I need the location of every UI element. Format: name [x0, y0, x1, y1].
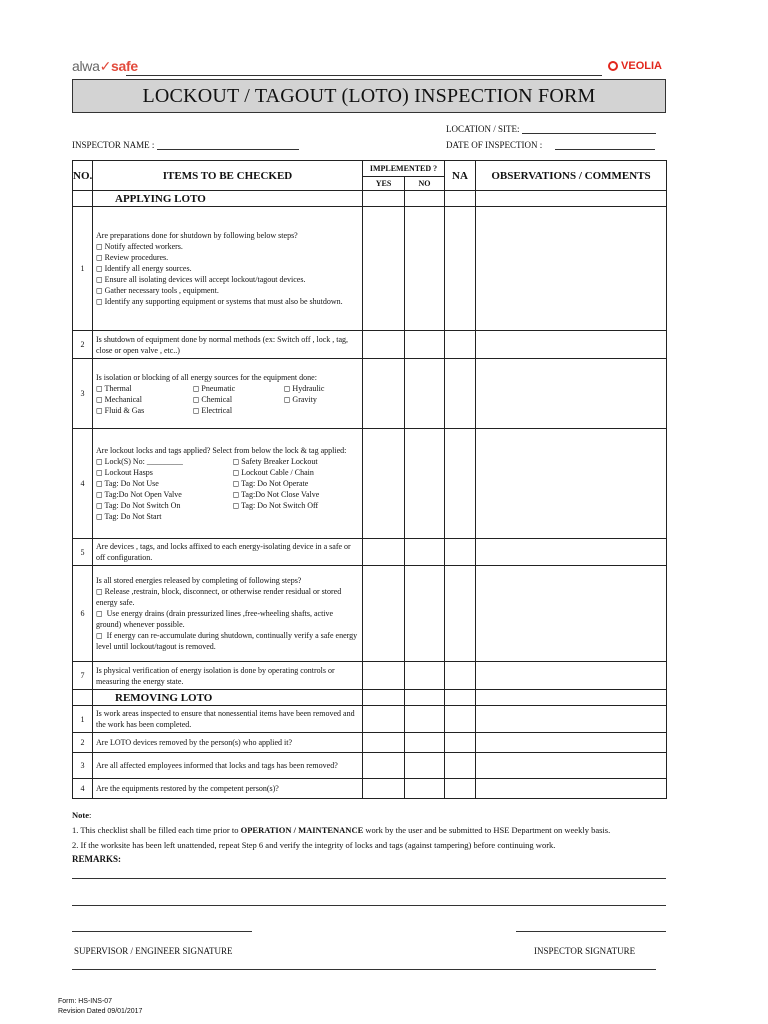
checkbox-option[interactable]: ◻ Gravity [283, 394, 317, 404]
item-text: Are the equipments restored by the competent person(s)? [93, 779, 363, 799]
applying-1-no-cell[interactable] [405, 207, 445, 331]
item-text [93, 359, 363, 429]
checkbox-option[interactable]: ◻ Electrical [192, 405, 233, 415]
item-text [93, 331, 363, 359]
applying-3-na-cell[interactable] [445, 359, 476, 429]
option-grid [96, 383, 359, 416]
item-line: ◻ Notify affected workers. [96, 242, 183, 251]
item-number: 2 [73, 331, 93, 359]
applying-2-comment-cell[interactable] [476, 331, 667, 359]
table-row [73, 539, 667, 566]
removing-2-na-cell[interactable] [445, 733, 476, 753]
applying-7-yes-cell[interactable] [363, 662, 405, 690]
checkbox-option[interactable]: ◻ Tag: Do Not Switch Off [232, 501, 319, 510]
applying-4-yes-cell[interactable] [363, 429, 405, 539]
removing-1-yes-cell[interactable] [363, 706, 405, 733]
table-row [73, 331, 667, 359]
location-field[interactable]: LOCATION / SITE: [446, 124, 656, 134]
applying-5-yes-cell[interactable] [363, 539, 405, 566]
applying-5-no-cell[interactable] [405, 539, 445, 566]
removing-3-yes-cell[interactable] [363, 753, 405, 779]
applying-7-na-cell[interactable] [445, 662, 476, 690]
item-number: 3 [73, 753, 93, 779]
removing-4-na-cell[interactable] [445, 779, 476, 799]
applying-5-comment-cell[interactable] [476, 539, 667, 566]
item-number: 1 [73, 207, 93, 331]
applying-6-comment-cell[interactable] [476, 566, 667, 662]
col-observations-header: OBSERVATIONS / COMMENTS [476, 161, 667, 191]
checkbox-option[interactable]: ◻ Fluid & Gas [96, 405, 145, 415]
applying-2-yes-cell[interactable] [363, 331, 405, 359]
table-row [73, 429, 667, 539]
col-implemented-header: IMPLEMENTED ? [363, 161, 445, 177]
table-row [73, 566, 667, 662]
applying-4-no-cell[interactable] [405, 429, 445, 539]
removing-2-no-cell[interactable] [405, 733, 445, 753]
check-icon: ✓ [99, 58, 112, 74]
item-line: Are devices , tags, and locks affixed to each energy-isolating device in a safe or off configuration. [96, 542, 353, 562]
note-1: 1. This checklist shall be filled each time prior to OPERATION / MAINTENANCE work by the user and be submitted to HSE Department on weekly basis. [72, 825, 611, 835]
supervisor-signature-line[interactable] [72, 931, 252, 932]
applying-2-no-cell[interactable] [405, 331, 445, 359]
item-number: 7 [73, 662, 93, 690]
item-line: ◻ Identify any supporting equipment or systems that must also be shutdown. [96, 297, 343, 306]
item-number: 1 [73, 706, 93, 733]
item-line: ◻ Review procedures. [96, 253, 169, 262]
veolia-mark-icon [608, 61, 618, 71]
applying-4-comment-cell[interactable] [476, 429, 667, 539]
item-line: Is all stored energies released by completing of following steps? [96, 576, 302, 585]
inspector-name-input[interactable] [157, 140, 299, 150]
col-no-header: NO. [73, 161, 93, 191]
removing-3-na-cell[interactable] [445, 753, 476, 779]
checkbox-option[interactable]: ◻ Lockout Cable / Chain [232, 468, 314, 477]
item-text [93, 429, 363, 539]
item-line: ◻ Release ,restrain, block, disconnect, or otherwise render residual or stored energy safe. [96, 587, 344, 607]
notes: Note: 1. This checklist shall be filled each time prior to OPERATION / MAINTENANCE work by the user and be submitted to HSE Department on weekly basis. 2. If the worksite has been left unattended, repeat Step 6 and verify the integrity of locks and tags (against tampering) before continuing work. [72, 808, 672, 853]
item-text [93, 539, 363, 566]
notes-label: Note [72, 810, 89, 820]
item-line: Is isolation or blocking of all energy sources for the equipment done: [96, 372, 317, 382]
inspector-name-field[interactable]: INSPECTOR NAME : [72, 140, 299, 150]
applying-1-yes-cell[interactable] [363, 207, 405, 331]
item-line: ◻ Gather necessary tools , equipment. [96, 286, 219, 295]
table-row [73, 662, 667, 690]
removing-loto-section-row [73, 690, 667, 706]
item-number: 6 [73, 566, 93, 662]
applying-4-na-cell[interactable] [445, 429, 476, 539]
checkbox-option[interactable]: ◻ Tag: Do Not Switch On [96, 501, 181, 510]
date-field[interactable]: DATE OF INSPECTION : [446, 140, 655, 150]
item-text: Are LOTO devices removed by the person(s) who applied it? [93, 733, 363, 753]
removing-3-comment-cell[interactable] [476, 753, 667, 779]
applying-5-na-cell[interactable] [445, 539, 476, 566]
item-text [93, 566, 363, 662]
removing-2-yes-cell[interactable] [363, 733, 405, 753]
col-yes-header: YES [363, 177, 405, 191]
remarks-label: REMARKS: [72, 854, 122, 864]
checkbox-option[interactable] [233, 511, 359, 522]
remarks-line-2[interactable] [72, 905, 666, 906]
removing-4-no-cell[interactable] [405, 779, 445, 799]
applying-6-na-cell[interactable] [445, 566, 476, 662]
applying-1-na-cell[interactable] [445, 207, 476, 331]
item-number: 4 [73, 429, 93, 539]
applying-loto-section-row [73, 191, 667, 207]
veolia-logo: VEOLIA [608, 60, 662, 72]
checkbox-option[interactable]: ◻ Tag: Do Not Operate [232, 479, 309, 488]
applying-loto-section-title: APPLYING LOTO [93, 191, 363, 207]
removing-loto-section-title: REMOVING LOTO [93, 690, 363, 706]
applying-3-no-cell[interactable] [405, 359, 445, 429]
inspector-signature-line[interactable] [516, 931, 666, 932]
checkbox-option[interactable]: ◻ Hydraulic [283, 383, 325, 393]
item-text: Is work areas inspected to ensure that nonessential items have been removed and the work has been completed. [93, 706, 363, 733]
item-line: Is physical verification of energy isolation is done by operating controls or measuring the energy state. [96, 665, 337, 686]
table-row [73, 733, 667, 753]
item-line: Are lockout locks and tags applied? Select from below the lock & tag applied: [96, 446, 347, 455]
item-line: Are preparations done for shutdown by following below steps? [96, 231, 298, 240]
header-rule [126, 75, 602, 76]
location-input[interactable] [522, 124, 656, 134]
date-input[interactable] [555, 140, 655, 150]
table-row [73, 207, 667, 331]
applying-7-comment-cell[interactable] [476, 662, 667, 690]
applying-7-no-cell[interactable] [405, 662, 445, 690]
applying-3-yes-cell[interactable] [363, 359, 405, 429]
checkbox-option[interactable]: ◻ Chemical [192, 394, 233, 404]
item-line: ◻ Identify all energy sources. [96, 264, 192, 273]
supervisor-signature-label: SUPERVISOR / ENGINEER SIGNATURE [74, 946, 233, 956]
checkbox-option[interactable]: ◻ Tag:Do Not Open Valve [96, 490, 182, 499]
item-line: ◻ Use energy drains (drain pressurized lines ,free-wheeling shafts, active ground) whenever possible. [96, 609, 336, 629]
item-text [93, 662, 363, 690]
form-title: LOCKOUT / TAGOUT (LOTO) INSPECTION FORM [72, 79, 666, 113]
checkbox-option[interactable]: ◻ Tag: Do Not Start [96, 512, 162, 521]
removing-1-comment-cell[interactable] [476, 706, 667, 733]
remarks-line-1[interactable] [72, 878, 666, 879]
item-line: ◻ If energy can re-accumulate during shutdown, continually verify a safe energy level until lockout/tagout is removed. [96, 631, 360, 651]
checkbox-option[interactable]: ◻ Tag: Do Not Use [96, 479, 159, 488]
item-number: 3 [73, 359, 93, 429]
option-grid [96, 456, 359, 522]
item-text [93, 207, 363, 331]
col-na-header: NA [445, 161, 476, 191]
checkbox-option[interactable]: ◻ Mechanical [96, 394, 142, 404]
inspector-signature-label: INSPECTOR SIGNATURE [534, 946, 636, 956]
table-row [73, 753, 667, 779]
item-number: 5 [73, 539, 93, 566]
checkbox-option[interactable]: ◻ Safety Breaker Lockout [232, 457, 318, 466]
item-text: Are all affected employees informed that locks and tags has been removed? [93, 753, 363, 779]
applying-1-comment-cell[interactable] [476, 207, 667, 331]
revision-date: Revision Dated 09/01/2017 [58, 1008, 143, 1015]
applying-6-yes-cell[interactable] [363, 566, 405, 662]
applying-3-comment-cell[interactable] [476, 359, 667, 429]
item-number: 2 [73, 733, 93, 753]
checkbox-option[interactable] [284, 405, 359, 416]
removing-4-yes-cell[interactable] [363, 779, 405, 799]
removing-1-no-cell[interactable] [405, 706, 445, 733]
applying-6-no-cell[interactable] [405, 566, 445, 662]
bottom-rule [72, 969, 656, 970]
item-line: ◻ Ensure all isolating devices will accept lockout/tagout devices. [96, 275, 306, 284]
table-row [73, 779, 667, 799]
inspection-table [72, 160, 667, 799]
removing-1-na-cell[interactable] [445, 706, 476, 733]
applying-2-na-cell[interactable] [445, 331, 476, 359]
checkbox-option[interactable]: ◻ Tag:Do Not Close Valve [232, 490, 320, 499]
checkbox-option[interactable]: ◻ Thermal [96, 383, 132, 393]
table-row [73, 706, 667, 733]
col-no-answer-header: NO [405, 177, 445, 191]
note-2: 2. If the worksite has been left unattended, repeat Step 6 and verify the integrity of locks and tags (against tampering) before continuing work. [72, 840, 556, 850]
removing-4-comment-cell[interactable] [476, 779, 667, 799]
removing-3-no-cell[interactable] [405, 753, 445, 779]
alwayssafe-logo: alwa✓safe [72, 58, 138, 74]
col-items-header: ITEMS TO BE CHECKED [93, 161, 363, 191]
checkbox-option[interactable]: ◻ Lock(S) No: _________ [96, 457, 183, 466]
item-line: Is shutdown of equipment done by normal methods (ex: Switch off , lock , tag, close or open valve , etc..) [96, 334, 351, 355]
table-row [73, 359, 667, 429]
checkbox-option[interactable]: ◻ Lockout Hasps [96, 468, 153, 477]
checkbox-option[interactable]: ◻ Pneumatic [192, 383, 236, 393]
removing-2-comment-cell[interactable] [476, 733, 667, 753]
item-number: 4 [73, 779, 93, 799]
form-code: Form: HS-INS-07 [58, 998, 113, 1005]
